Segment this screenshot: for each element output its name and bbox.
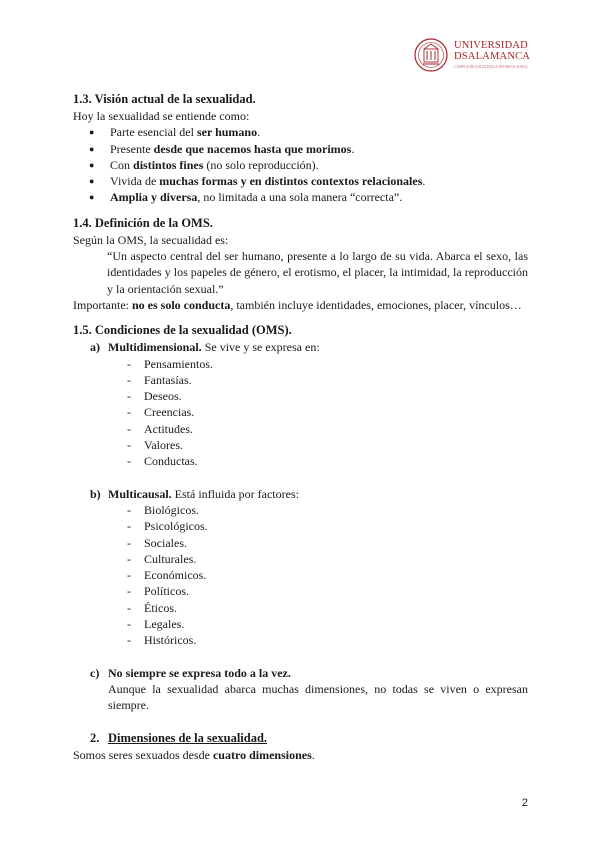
- list-item: - Actitudes.: [73, 421, 528, 437]
- section-2-heading: [73, 730, 528, 747]
- document-body: [73, 91, 528, 763]
- condition-b-heading: b) Multicausal. Está influida por factores:: [90, 486, 299, 501]
- section-1-4-intro: Según la OMS, la secualidad es:: [73, 232, 229, 247]
- condition-a-list: [73, 356, 528, 470]
- condition-b-list: [73, 502, 528, 649]
- condition-a-heading: a) Multidimensional. Se vive y se expresa en:: [90, 340, 320, 355]
- list-item: - Económicos.: [73, 567, 528, 583]
- list-item: - Políticos.: [73, 583, 528, 599]
- condition-a-label: a): [90, 340, 100, 355]
- list-item: - Fantasías.: [73, 372, 528, 388]
- list-item: ● Con distintos fines (no solo reproducción).: [73, 157, 528, 173]
- list-item: - Deseos.: [73, 388, 528, 404]
- section-2-title: Dimensiones de la sexualidad.: [108, 730, 268, 745]
- logo-name-line2: DSALAMANCA: [454, 51, 531, 62]
- section-1-3-list: [73, 124, 528, 205]
- section-1-4-note: Importante: no es solo conducta, también incluye identidades, emociones, placer, vínculos…: [73, 297, 522, 312]
- list-item: - Pensamientos.: [73, 356, 528, 372]
- university-seal-icon: [414, 38, 448, 72]
- list-item: - Culturales.: [73, 551, 528, 567]
- condition-c-heading: c) No siempre se expresa todo a la vez.: [90, 665, 291, 680]
- logo-name-line1: UNIVERSIDAD: [454, 40, 528, 51]
- section-1-3-intro: Hoy la sexualidad se entiende como:: [73, 109, 250, 123]
- list-item: - Éticos.: [73, 600, 528, 616]
- section-2-text: Somos seres sexuados desde cuatro dimensiones.: [73, 747, 315, 762]
- list-item: ● Parte esencial del ser humano.: [73, 124, 528, 140]
- section-2-number: 2.: [90, 730, 100, 745]
- logo-tagline: CAMPUS DE EXCELENCIA INTERNACIONAL: [454, 65, 528, 69]
- list-item: ● Presente desde que nacemos hasta que morimos.: [73, 141, 528, 157]
- section-1-3-heading: 1.3. Visión actual de la sexualidad.: [73, 92, 256, 106]
- who-definition-quote: “Un aspecto central del ser humano, presente a lo largo de su vida. Abarca el sexo, las identidades y los papeles de género, el erotismo, el placer, la intimidad, la reproducción y la orientación sexual.”: [107, 249, 528, 296]
- list-item: - Conductas.: [73, 453, 528, 469]
- section-1-5-heading: 1.5. Condiciones de la sexualidad (OMS).: [73, 323, 292, 338]
- list-item: ● Vivida de muchas formas y en distintos contextos relacionales.: [73, 173, 528, 189]
- condition-b-label: b): [90, 486, 101, 501]
- list-item: - Valores.: [73, 437, 528, 453]
- list-item: - Creencias.: [73, 404, 528, 420]
- list-item: - Sociales.: [73, 535, 528, 551]
- university-logo: [414, 38, 544, 74]
- list-item: - Legales.: [73, 616, 528, 632]
- condition-c-text: Aunque la sexualidad abarca muchas dimensiones, no todas se viven o expresan siempre.: [108, 681, 528, 713]
- page-number: 2: [521, 797, 528, 809]
- list-item: ● Amplia y diversa, no limitada a una sola manera “correcta”.: [73, 189, 528, 205]
- list-item: - Históricos.: [73, 632, 528, 648]
- condition-c-label: c): [90, 665, 100, 680]
- list-item: - Biológicos.: [73, 502, 528, 518]
- section-1-4-heading: 1.4. Definición de la OMS.: [73, 215, 213, 230]
- list-item: - Psicológicos.: [73, 518, 528, 534]
